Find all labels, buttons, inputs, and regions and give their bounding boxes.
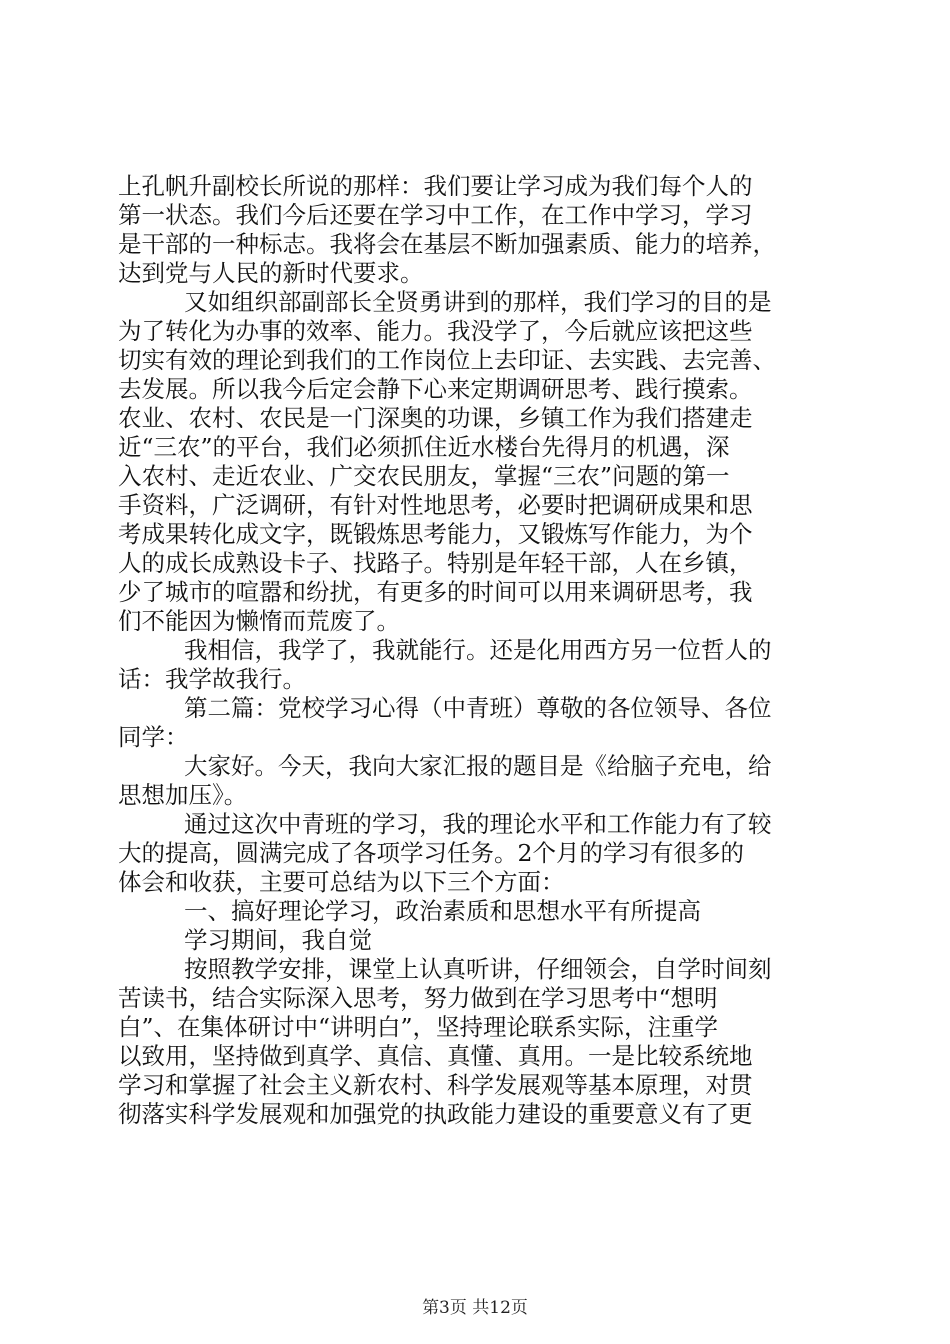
text-line: 农业、农村、农民是一门深奥的功课，乡镇工作为我们搭建走	[118, 404, 753, 432]
text-line: 同学：	[118, 723, 189, 751]
text-line: 白”、在集体研讨中“讲明白”，坚持理论联系实际，注重学	[118, 1013, 719, 1041]
text-line: 又如组织部副部长全贤勇讲到的那样，我们学习的目的是	[184, 288, 772, 316]
text-line: 思想加压》。	[118, 781, 248, 809]
text-line: 彻落实科学发展观和加强党的执政能力建设的重要意义有了更	[118, 1100, 753, 1128]
page-number: 第3页 共12页	[422, 1298, 528, 1318]
text-line: 人的成长成熟设卡子、找路子。特别是年轻干部，人在乡镇，	[118, 549, 753, 577]
text-line: 入农村、走近农业、广交农民朋友，掌握“三农”问题的第一	[118, 462, 730, 490]
text-line: 达到党与人民的新时代要求。	[118, 259, 424, 287]
text-line: 切实有效的理论到我们的工作岗位上去印证、去实践、去完善、	[118, 346, 776, 374]
text-line: 考成果转化成文字，既锻炼思考能力，又锻炼写作能力，为个	[118, 520, 753, 548]
text-line: 话：我学故我行。	[118, 665, 306, 693]
text-line: 我相信，我学了，我就能行。还是化用西方另一位哲人的	[184, 636, 772, 664]
text-line: 上孔帆升副校长所说的那样：我们要让学习成为我们每个人的	[118, 172, 753, 200]
text-line: 按照教学安排，课堂上认真听讲，仔细领会，自学时间刻	[184, 955, 772, 983]
text-line: 学习和掌握了社会主义新农村、科学发展观等基本原理，对贯	[118, 1071, 753, 1099]
text-line: 大家好。今天，我向大家汇报的题目是《给脑子充电，给	[184, 752, 772, 780]
text-line: 是干部的一种标志。我将会在基层不断加强素质、能力的培养，	[118, 230, 776, 258]
text-line: 们不能因为懒惰而荒废了。	[118, 607, 400, 635]
text-line: 学习期间，我自觉	[184, 926, 372, 954]
document-body	[118, 172, 838, 1129]
text-line: 苦读书，结合实际深入思考，努力做到在学习思考中“想明	[118, 984, 718, 1012]
text-line: 以致用，坚持做到真学、真信、真懂、真用。一是比较系统地	[118, 1042, 753, 1070]
text-line: 少了城市的喧嚣和纷扰，有更多的时间可以用来调研思考，我	[118, 578, 753, 606]
text-line: 大的提高，圆满完成了各项学习任务。2个月的学习有很多的	[118, 839, 744, 867]
text-line: 近“三农”的平台，我们必须抓住近水楼台先得月的机遇，深	[118, 433, 730, 461]
text-line: 一、搞好理论学习，政治素质和思想水平有所提高	[184, 897, 701, 925]
text-line: 第一状态。我们今后还要在学习中工作，在工作中学习，学习	[118, 201, 753, 229]
text-line: 为了转化为办事的效率、能力。我没学了，今后就应该把这些	[118, 317, 753, 345]
text-line: 手资料，广泛调研，有针对性地思考，必要时把调研成果和思	[118, 491, 753, 519]
text-line: 第二篇：党校学习心得（中青班）尊敬的各位领导、各位	[184, 694, 772, 722]
text-line: 去发展。所以我今后定会静下心来定期调研思考、践行摸索。	[118, 375, 753, 403]
text-line: 通过这次中青班的学习，我的理论水平和工作能力有了较	[184, 810, 772, 838]
text-line: 体会和收获，主要可总结为以下三个方面：	[118, 868, 565, 896]
